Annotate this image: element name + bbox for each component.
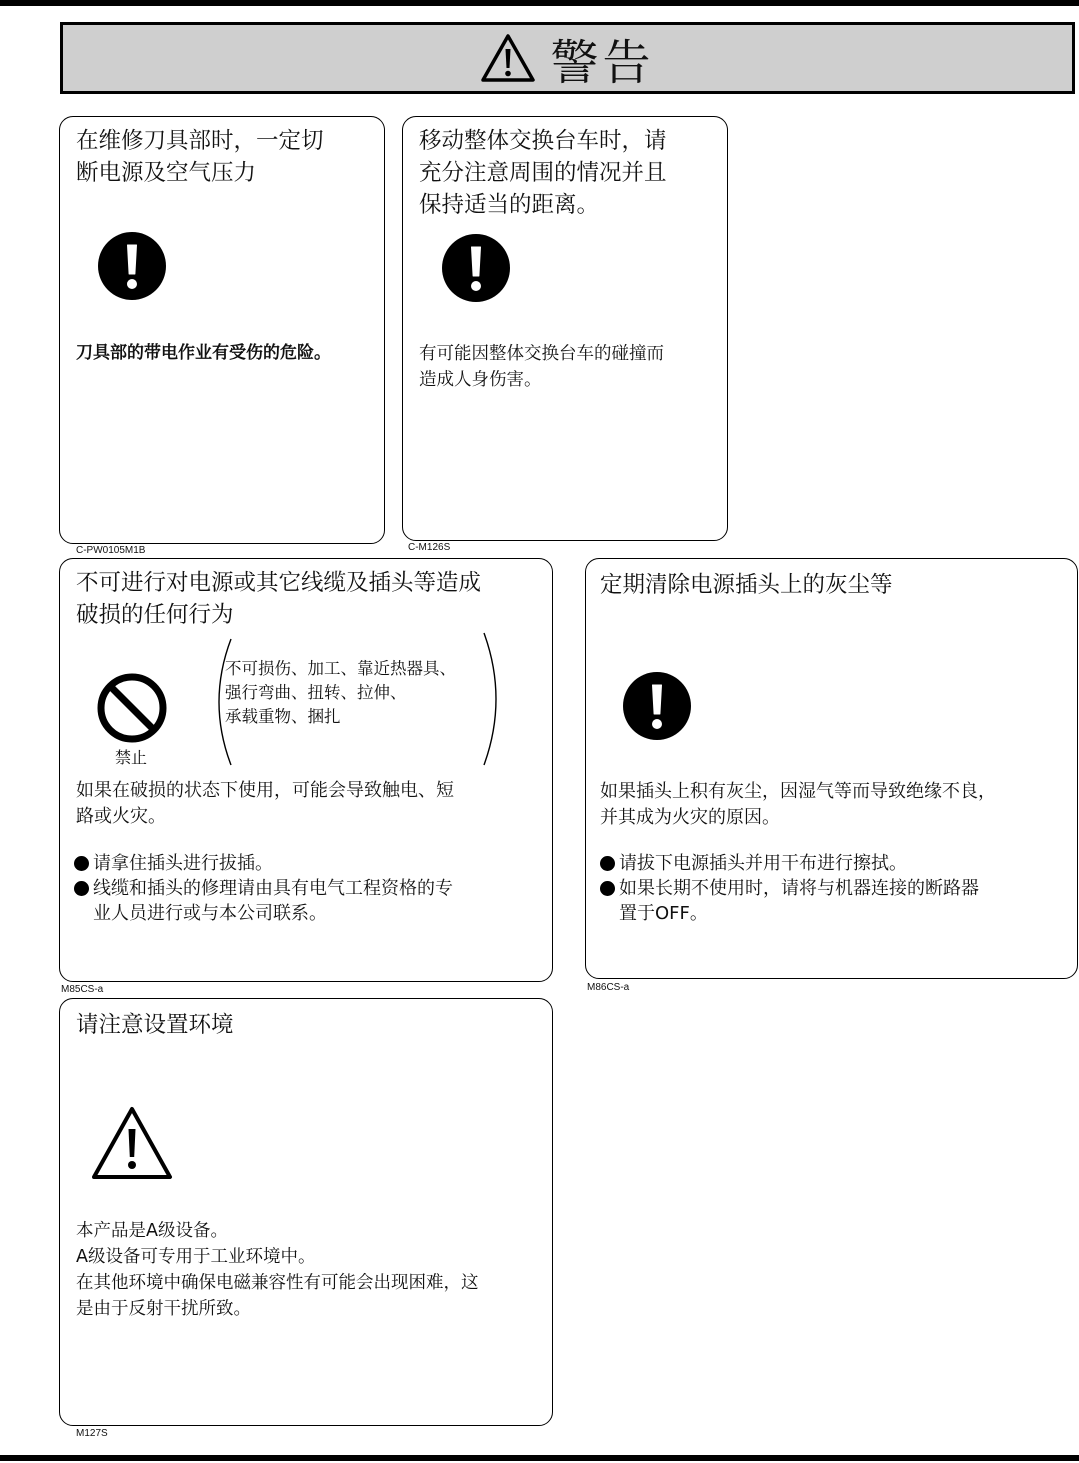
card-code: C-PW0105M1B [76,545,146,556]
mandatory-exclamation-icon [441,233,511,303]
mandatory-exclamation-icon [97,231,167,301]
bullet-icon [600,881,615,896]
card-description: 如果插头上积有灰尘，因湿气等而导致绝缘不良， 并其成为火灾的原因。 [600,781,996,828]
warning-card-cutter-maintenance [59,116,385,544]
mandatory-exclamation-icon [622,671,692,741]
card-title: 请注意设置环境 [76,1012,234,1038]
card-code: M127S [76,1428,108,1439]
card-description: 如果在破损的状态下使用，可能会导致触电、短 路或火灾。 [76,780,454,827]
card-title: 移动整体交换台车时，请 充分注意周围的情况并且 保持适当的距离。 [419,128,667,218]
warning-banner [60,22,1075,94]
warning-card-plug-dust [585,558,1078,979]
prohibition-label: 禁止 [115,748,148,767]
card-code: C-M126S [408,542,451,553]
right-bracket [480,631,510,767]
bottom-rule [0,1455,1079,1461]
card-description: 刀具部的带电作业有受伤的危险。 [76,343,331,363]
instruction-list [600,851,979,926]
bullet-icon [600,856,615,871]
warning-card-installation-environment [59,998,553,1426]
warning-card-pallet-cart [402,116,728,541]
bullet-icon [74,856,89,871]
warning-card-cable-damage [59,558,553,982]
card-description: 有可能因整体交换台车的碰撞而 造成人身伤害。 [419,344,664,390]
warning-triangle-icon [480,32,536,84]
list-item: 如果长期不使用时，请将与机器连接的断路器 置于OFF。 [600,876,979,926]
list-item: 请拿住插头进行拔插。 [74,851,453,876]
prohibition-icon [96,672,168,744]
bullet-icon [74,881,89,896]
card-code: M85CS-a [61,984,104,995]
card-code: M86CS-a [587,982,630,993]
list-item: 请拔下电源插头并用干布进行擦拭。 [600,851,979,876]
prohibited-actions: 不可损伤、加工、靠近热器具、 强行弯曲、扭转、拉伸、 承载重物、捆扎 [225,659,456,726]
card-description: 本产品是A级设备。 A级设备可专用于工业环境中。 在其他环境中确保电磁兼容性有可能会出现困难，这 是由于反射干扰所致。 [76,1221,479,1319]
card-title: 在维修刀具部时，一定切 断电源及空气压力 [76,128,324,186]
instruction-list [74,851,453,926]
list-item: 线缆和插头的修理请由具有电气工程资格的专 业人员进行或与本公司联系。 [74,876,453,926]
top-rule [0,0,1079,6]
caution-triangle-icon [90,1105,174,1181]
card-title: 定期清除电源插头上的灰尘等 [600,572,893,598]
card-title: 不可进行对电源或其它线缆及插头等造成 破损的任何行为 [76,570,482,628]
banner-title: 警告 [550,34,655,91]
